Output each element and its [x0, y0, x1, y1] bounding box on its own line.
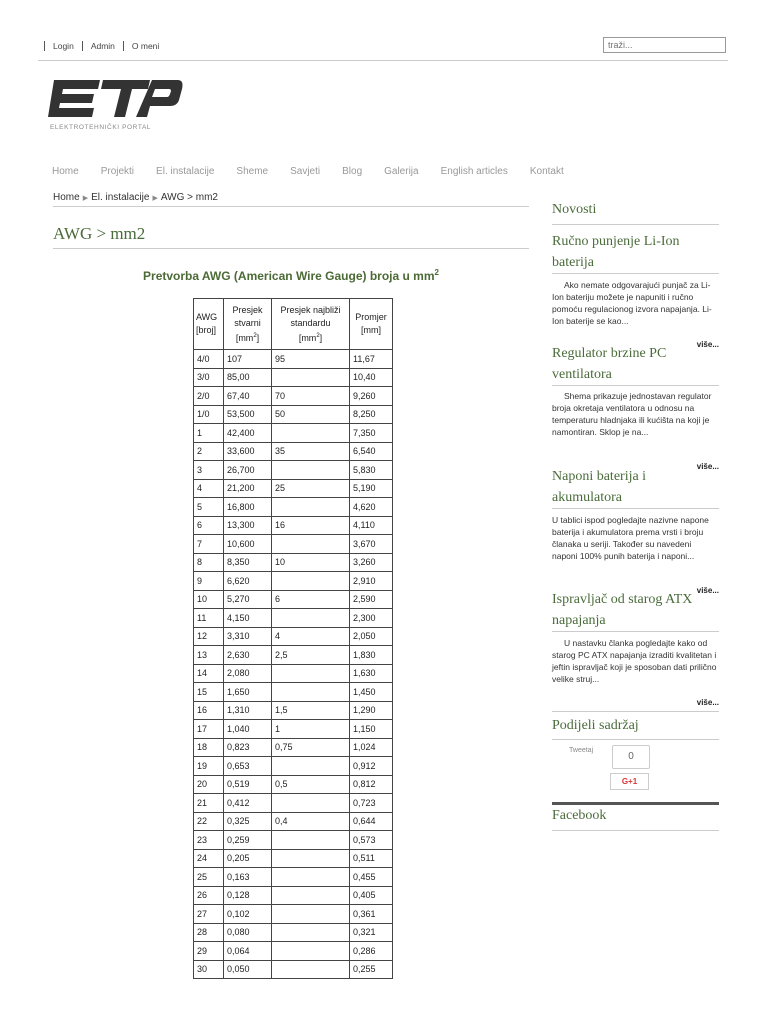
cell-awg: 11 — [194, 609, 224, 628]
cell-presjek-standard: 2,5 — [272, 646, 350, 665]
cell-presjek-stvarni: 0,205 — [224, 849, 272, 868]
table-row — [194, 572, 393, 591]
cell-presjek-standard: 0,75 — [272, 738, 350, 757]
facebook-heading: Facebook — [552, 808, 719, 831]
table-row — [194, 609, 393, 628]
cell-promjer: 2,910 — [350, 572, 393, 591]
cell-presjek-stvarni: 4,150 — [224, 609, 272, 628]
admin-link[interactable]: Admin — [82, 41, 123, 51]
cell-promjer: 5,830 — [350, 461, 393, 480]
table-row — [194, 701, 393, 720]
cell-awg: 25 — [194, 868, 224, 887]
share-heading: Podijeli sadržaj — [552, 718, 719, 740]
table-row — [194, 794, 393, 813]
cell-presjek-standard — [272, 960, 350, 979]
cell-presjek-standard: 25 — [272, 479, 350, 498]
cell-presjek-stvarni: 33,600 — [224, 442, 272, 461]
table-row — [194, 664, 393, 683]
table-row — [194, 479, 393, 498]
news-text-1: Ako nemate odgovarajući punjač za Li-Ion bateriju možete je napuniti i ručno pomoću regulacionog izvora napajanja. Li-Ion baterije se kao... — [552, 280, 712, 326]
cell-awg: 28 — [194, 923, 224, 942]
table-row — [194, 627, 393, 646]
cell-promjer: 0,511 — [350, 849, 393, 868]
logo-subtitle: ELEKTROTEHNIČKI PORTAL — [50, 124, 152, 131]
news-more-wrap-4 — [552, 697, 719, 712]
cell-promjer: 9,260 — [350, 387, 393, 406]
cell-presjek-standard: 1,5 — [272, 701, 350, 720]
nav-kontakt[interactable]: Kontakt — [529, 166, 564, 177]
header-presjek-standard: Presjek najbliži standardu $[mm^2]$ — [272, 299, 350, 350]
news-more-3[interactable]: više... — [696, 586, 719, 595]
cell-awg: 3 — [194, 461, 224, 480]
cell-presjek-stvarni: 3,310 — [224, 627, 272, 646]
cell-presjek-standard — [272, 868, 350, 887]
table-row — [194, 405, 393, 424]
cell-promjer: 0,455 — [350, 868, 393, 887]
cell-promjer: 0,405 — [350, 886, 393, 905]
caption-text: Pretvorba AWG (American Wire Gauge) broja u mm — [143, 269, 435, 283]
table-row — [194, 516, 393, 535]
cell-awg: 30 — [194, 960, 224, 979]
nav-galerija[interactable]: Galerija — [384, 166, 419, 177]
cell-promjer: 1,024 — [350, 738, 393, 757]
cell-presjek-stvarni: 53,500 — [224, 405, 272, 424]
tweet-count[interactable]: 0 — [612, 745, 650, 769]
cell-awg: 13 — [194, 646, 224, 665]
cell-presjek-stvarni: 0,050 — [224, 960, 272, 979]
cell-awg: 17 — [194, 720, 224, 739]
cell-presjek-stvarni: 5,270 — [224, 590, 272, 609]
cell-awg: 15 — [194, 683, 224, 702]
cell-presjek-standard — [272, 609, 350, 628]
cell-promjer: 0,644 — [350, 812, 393, 831]
cell-awg: 4/0 — [194, 350, 224, 369]
cell-promjer: 4,620 — [350, 498, 393, 517]
news-more-2[interactable]: više... — [696, 462, 719, 471]
news-title-1[interactable]: Ručno punjenje Li-Ion baterija — [552, 231, 719, 274]
table-caption — [53, 268, 529, 283]
top-links — [44, 41, 167, 51]
header-presjek-stvarni: Presjek stvarni $[mm^2]$ — [224, 299, 272, 350]
page-title: AWG > mm2 — [53, 224, 529, 249]
cell-presjek-standard: 0,4 — [272, 812, 350, 831]
main-nav — [52, 166, 586, 177]
cell-presjek-stvarni: 107 — [224, 350, 272, 369]
cell-promjer: 7,350 — [350, 424, 393, 443]
news-text-4: U nastavku članka pogledajte kako od starog PC ATX napajanja izraditi kvalitetan i jeftin ispravljač koji je sposoban dati prilično velike struj... — [552, 638, 717, 684]
cell-promjer: 2,590 — [350, 590, 393, 609]
cell-presjek-standard — [272, 535, 350, 554]
header-promjer: Promjer [mm] — [350, 299, 393, 350]
cell-awg: 4 — [194, 479, 224, 498]
cell-promjer: 1,450 — [350, 683, 393, 702]
cell-promjer: 1,830 — [350, 646, 393, 665]
table-row — [194, 461, 393, 480]
cell-presjek-standard — [272, 461, 350, 480]
table-row — [194, 553, 393, 572]
table-row — [194, 905, 393, 924]
table-row — [194, 960, 393, 979]
sidebar-divider — [552, 802, 719, 805]
cell-presjek-standard: 4 — [272, 627, 350, 646]
sidebar-novosti-heading: Novosti — [552, 202, 719, 225]
cell-presjek-stvarni: 0,259 — [224, 831, 272, 850]
cell-presjek-standard — [272, 831, 350, 850]
cell-presjek-standard: 70 — [272, 387, 350, 406]
cell-awg: 7 — [194, 535, 224, 554]
table-row — [194, 387, 393, 406]
cell-presjek-standard: 16 — [272, 516, 350, 535]
table-row — [194, 498, 393, 517]
table-row — [194, 757, 393, 776]
awg-table — [193, 298, 393, 979]
news-title-3[interactable]: Naponi baterija i akumulatora — [552, 466, 719, 509]
about-link[interactable]: O meni — [123, 41, 167, 51]
caption-superscript: 2 — [434, 268, 439, 277]
table-row — [194, 535, 393, 554]
tweet-label: Tweetaj — [569, 747, 594, 754]
cell-awg: 12 — [194, 627, 224, 646]
cell-promjer: 0,321 — [350, 923, 393, 942]
table-row — [194, 683, 393, 702]
cell-awg: 6 — [194, 516, 224, 535]
breadcrumb-separator-icon: ▶ — [152, 195, 158, 202]
news-more-4[interactable]: više... — [696, 698, 719, 707]
cell-promjer: 0,573 — [350, 831, 393, 850]
news-text-2: Shema prikazuje jednostavan regulator broja okretaja ventilatora u odnosu na temperaturu hladnjaka ili kućišta na koji je namontiran. Sklop je na... — [552, 391, 712, 437]
table-row — [194, 350, 393, 369]
header-awg: AWG [broj] — [194, 299, 224, 350]
cell-presjek-standard — [272, 794, 350, 813]
cell-promjer: 0,361 — [350, 905, 393, 924]
cell-awg: 27 — [194, 905, 224, 924]
cell-awg: 26 — [194, 886, 224, 905]
nav-english-articles[interactable]: English articles — [440, 166, 508, 177]
cell-presjek-stvarni: 0,325 — [224, 812, 272, 831]
cell-presjek-standard — [272, 683, 350, 702]
cell-promjer: 0,255 — [350, 960, 393, 979]
cell-presjek-standard — [272, 886, 350, 905]
cell-presjek-stvarni: 0,064 — [224, 942, 272, 961]
cell-awg: 29 — [194, 942, 224, 961]
cell-presjek-standard — [272, 664, 350, 683]
cell-presjek-stvarni: 2,630 — [224, 646, 272, 665]
cell-promjer: 3,670 — [350, 535, 393, 554]
breadcrumb-separator-icon: ▶ — [82, 195, 89, 202]
cell-presjek-stvarni: 0,128 — [224, 886, 272, 905]
cell-presjek-standard — [272, 424, 350, 443]
search-input[interactable] — [603, 37, 726, 53]
cell-presjek-stvarni: 21,200 — [224, 479, 272, 498]
nav-sheme[interactable]: Sheme — [236, 166, 269, 177]
table-row — [194, 923, 393, 942]
cell-awg: 16 — [194, 701, 224, 720]
cell-promjer: 2,300 — [350, 609, 393, 628]
cell-presjek-stvarni: 0,653 — [224, 757, 272, 776]
cell-awg: 1 — [194, 424, 224, 443]
cell-presjek-standard: 95 — [272, 350, 350, 369]
cell-awg: 5 — [194, 498, 224, 517]
table-row — [194, 738, 393, 757]
cell-presjek-standard — [272, 498, 350, 517]
cell-presjek-stvarni: 1,040 — [224, 720, 272, 739]
cell-awg: 22 — [194, 812, 224, 831]
cell-presjek-stvarni: 85,00 — [224, 368, 272, 387]
cell-presjek-standard: 50 — [272, 405, 350, 424]
cell-presjek-standard: 10 — [272, 553, 350, 572]
cell-presjek-standard — [272, 942, 350, 961]
cell-promjer: 0,723 — [350, 794, 393, 813]
nav-projekti[interactable]: Projekti — [100, 166, 135, 177]
cell-awg: 1/0 — [194, 405, 224, 424]
cell-presjek-stvarni: 0,823 — [224, 738, 272, 757]
cell-presjek-stvarni: 6,620 — [224, 572, 272, 591]
cell-promjer: 1,290 — [350, 701, 393, 720]
table-row — [194, 775, 393, 794]
table-row — [194, 590, 393, 609]
cell-presjek-stvarni: 8,350 — [224, 553, 272, 572]
cell-presjek-stvarni: 1,650 — [224, 683, 272, 702]
nav-el-instalacije[interactable]: El. instalacije — [156, 166, 215, 177]
login-link[interactable]: Login — [44, 41, 82, 51]
cell-awg: 23 — [194, 831, 224, 850]
table-row — [194, 720, 393, 739]
cell-promjer: 2,050 — [350, 627, 393, 646]
breadcrumb-home[interactable]: Home — [53, 192, 80, 203]
cell-promjer: 1,150 — [350, 720, 393, 739]
cell-awg: 3/0 — [194, 368, 224, 387]
cell-presjek-stvarni: 0,163 — [224, 868, 272, 887]
cell-promjer: 3,260 — [350, 553, 393, 572]
table-row — [194, 646, 393, 665]
table-row — [194, 849, 393, 868]
cell-promjer: 8,250 — [350, 405, 393, 424]
cell-awg: 2 — [194, 442, 224, 461]
cell-presjek-stvarni: 0,412 — [224, 794, 272, 813]
table-header-row — [194, 299, 393, 350]
cell-awg: 9 — [194, 572, 224, 591]
cell-promjer: 10,40 — [350, 368, 393, 387]
news-title-2[interactable]: Regulator brzine PC ventilatora — [552, 343, 719, 386]
news-more-1[interactable]: više... — [696, 340, 719, 349]
cell-presjek-standard: 1 — [272, 720, 350, 739]
cell-awg: 20 — [194, 775, 224, 794]
cell-presjek-stvarni: 26,700 — [224, 461, 272, 480]
gplus-button[interactable]: G+1 — [610, 773, 649, 790]
nav-savjeti[interactable]: Savjeti — [290, 166, 321, 177]
table-row — [194, 424, 393, 443]
cell-awg: 10 — [194, 590, 224, 609]
cell-awg: 14 — [194, 664, 224, 683]
cell-presjek-standard: 6 — [272, 590, 350, 609]
table-row — [194, 886, 393, 905]
cell-presjek-stvarni: 0,102 — [224, 905, 272, 924]
cell-promjer: 6,540 — [350, 442, 393, 461]
cell-promjer: 0,812 — [350, 775, 393, 794]
cell-presjek-stvarni: 13,300 — [224, 516, 272, 535]
breadcrumb — [53, 192, 529, 207]
cell-presjek-stvarni: 1,310 — [224, 701, 272, 720]
cell-promjer: 5,190 — [350, 479, 393, 498]
table-row — [194, 812, 393, 831]
table-row — [194, 942, 393, 961]
cell-awg: 8 — [194, 553, 224, 572]
nav-home[interactable]: Home — [52, 166, 79, 177]
cell-presjek-stvarni: 2,080 — [224, 664, 272, 683]
cell-presjek-standard — [272, 849, 350, 868]
cell-awg: 18 — [194, 738, 224, 757]
cell-awg: 24 — [194, 849, 224, 868]
cell-presjek-stvarni: 0,519 — [224, 775, 272, 794]
nav-blog[interactable]: Blog — [342, 166, 363, 177]
cell-presjek-stvarni: 16,800 — [224, 498, 272, 517]
cell-presjek-standard: 35 — [272, 442, 350, 461]
cell-promjer: 1,630 — [350, 664, 393, 683]
news-title-4[interactable]: Ispravljač od starog ATX napajanja — [552, 589, 719, 632]
cell-promjer: 11,67 — [350, 350, 393, 369]
cell-presjek-stvarni: 10,600 — [224, 535, 272, 554]
cell-presjek-standard — [272, 757, 350, 776]
table-body — [194, 350, 393, 979]
cell-promjer: 4,110 — [350, 516, 393, 535]
table-row — [194, 442, 393, 461]
cell-awg: 21 — [194, 794, 224, 813]
table-row — [194, 368, 393, 387]
cell-presjek-standard — [272, 368, 350, 387]
cell-presjek-stvarni: 67,40 — [224, 387, 272, 406]
cell-awg: 2/0 — [194, 387, 224, 406]
table-row — [194, 868, 393, 887]
news-text-3: U tablici ispod pogledajte nazivne napone baterija i akumulatora prema vrsti i broju članaka u seriji. Također su navedeni naponi 100% punih baterija i naponi... — [552, 515, 709, 561]
breadcrumb-el-instalacije[interactable]: El. instalacije — [91, 192, 150, 203]
cell-awg: 19 — [194, 757, 224, 776]
cell-presjek-standard: 0,5 — [272, 775, 350, 794]
table-row — [194, 831, 393, 850]
cell-presjek-standard — [272, 923, 350, 942]
cell-promjer: 0,912 — [350, 757, 393, 776]
cell-presjek-standard — [272, 905, 350, 924]
cell-presjek-standard — [272, 572, 350, 591]
cell-promjer: 0,286 — [350, 942, 393, 961]
cell-presjek-stvarni: 0,080 — [224, 923, 272, 942]
breadcrumb-current: AWG > mm2 — [160, 192, 218, 203]
cell-presjek-stvarni: 42,400 — [224, 424, 272, 443]
